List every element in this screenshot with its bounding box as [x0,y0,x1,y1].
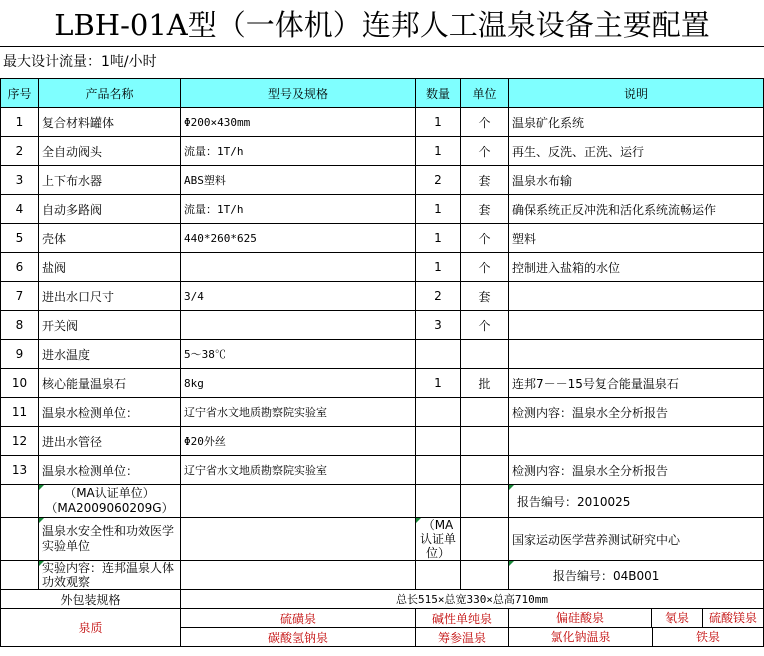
row-spec: Φ20外丝 [181,427,416,456]
row-unit: 套 [461,195,509,224]
package-label: 外包装规格 [1,590,181,609]
row-unit: 套 [461,282,509,311]
row-qty: 1 [416,369,461,398]
spring-type: 偏硅酸泉 [509,609,652,627]
row-no: 4 [1,195,39,224]
package-value: 总长515×总宽330×总高710mm [181,590,764,609]
row-unit: 套 [461,166,509,195]
lab-name: 温泉水安全性和功效医学实验单位 [39,518,181,561]
spring-type: 硫磺泉 [181,609,416,628]
row-note [509,282,764,311]
row-unit: 个 [461,253,509,282]
ma-unit-2: （MA认证单位） [416,518,461,561]
header-note: 说明 [509,79,764,108]
spring-type: 碱性单纯泉 [416,609,509,628]
row-note: 塑料 [509,224,764,253]
row-no: 9 [1,340,39,369]
row-qty [416,427,461,456]
spring-type: 碳酸氢钠泉 [181,628,416,647]
row-unit: 个 [461,224,509,253]
ma-unit-1: （MA认证单位）（MA2009060209G） [39,485,181,518]
row-note: 检测内容：温泉水全分析报告 [509,456,764,485]
row-spec: 辽宁省水文地质勘察院实验室 [181,398,416,427]
config-table [0,78,764,647]
row-unit [461,398,509,427]
row-qty: 1 [416,253,461,282]
row-spec: Φ200×430mm [181,108,416,137]
row-no: 11 [1,398,39,427]
row-name: 温泉水检测单位： [39,456,181,485]
header-no: 序号 [1,79,39,108]
row-no: 13 [1,456,39,485]
header-unit: 单位 [461,79,509,108]
row-name: 壳体 [39,224,181,253]
row-no: 3 [1,166,39,195]
header-name: 产品名称 [39,79,181,108]
row-qty [416,456,461,485]
row-note: 温泉矿化系统 [509,108,764,137]
package-row [1,590,764,609]
max-flow-label: 最大设计流量：1吨/小时 [3,54,157,70]
row-unit: 个 [461,311,509,340]
row-unit [461,340,509,369]
row-spec: 440*260*625 [181,224,416,253]
row-note: 控制进入盐箱的水位 [509,253,764,282]
table-row [1,195,764,224]
spring-row-1 [1,609,764,628]
row-name: 进出水口尺寸 [39,282,181,311]
spring-type: 硫酸镁泉 [708,611,757,625]
spring-type: 铁泉 [695,630,720,644]
row-note: 温泉水布输 [509,166,764,195]
table-row [1,137,764,166]
test-content: 实验内容：连邦温泉人体功效观察 [39,561,181,590]
row-qty [416,398,461,427]
row-name: 进水温度 [39,340,181,369]
spring-cell-group-2 [509,628,764,647]
spring-type: 筹参温泉 [416,628,509,647]
table-row [1,369,764,398]
table-row [1,224,764,253]
row-note [509,340,764,369]
row-unit: 个 [461,108,509,137]
report-no-2: 报告编号：04B001 [509,561,764,590]
row-no: 2 [1,137,39,166]
table-row [1,282,764,311]
header-spec: 型号及规格 [181,79,416,108]
row-qty: 1 [416,108,461,137]
row-unit: 个 [461,137,509,166]
table-body [1,108,764,647]
test-row [1,561,764,590]
row-qty: 1 [416,195,461,224]
row-note: 检测内容：温泉水全分析报告 [509,398,764,427]
row-spec: 8kg [181,369,416,398]
row-no: 7 [1,282,39,311]
row-note: 再生、反洗、正洗、运行 [509,137,764,166]
row-spec: 流量：1T/h [181,137,416,166]
ma-unit-row [1,485,764,518]
header-row [1,79,764,108]
spring-type: 氡泉 [652,609,703,627]
spring-type: 氯化钠温泉 [509,628,653,646]
row-unit [461,427,509,456]
row-unit: 批 [461,369,509,398]
row-no: 1 [1,108,39,137]
row-spec [181,253,416,282]
table-row [1,253,764,282]
row-name: 进出水管径 [39,427,181,456]
table-row [1,311,764,340]
row-note: 确保系统正反冲洗和活化系统流畅运作 [509,195,764,224]
row-qty: 1 [416,224,461,253]
table-row [1,166,764,195]
row-note: 连邦7－－15号复合能量温泉石 [509,369,764,398]
row-spec: ABS塑料 [181,166,416,195]
row-name: 温泉水检测单位： [39,398,181,427]
lab-row [1,518,764,561]
header-qty: 数量 [416,79,461,108]
table-row [1,427,764,456]
row-qty: 2 [416,166,461,195]
spring-cell-group [509,609,764,628]
row-note [509,427,764,456]
row-qty: 3 [416,311,461,340]
row-spec: 辽宁省水文地质勘察院实验室 [181,456,416,485]
row-spec: 流量：1T/h [181,195,416,224]
row-unit [461,456,509,485]
row-qty: 1 [416,137,461,166]
row-note [509,311,764,340]
table-row [1,340,764,369]
row-no: 8 [1,311,39,340]
row-qty: 2 [416,282,461,311]
page-title: LBH-01A型（一体机）连邦人工温泉设备主要配置 [0,0,764,47]
row-name: 盐阀 [39,253,181,282]
row-spec [181,311,416,340]
row-name: 复合材料罐体 [39,108,181,137]
row-no: 5 [1,224,39,253]
lab-org: 国家运动医学营养测试研究中心 [509,518,764,561]
row-no: 10 [1,369,39,398]
row-spec: 5～38℃ [181,340,416,369]
row-no: 12 [1,427,39,456]
row-name: 自动多路阀 [39,195,181,224]
row-name: 开关阀 [39,311,181,340]
row-name: 核心能量温泉石 [39,369,181,398]
table-row [1,398,764,427]
table-row [1,456,764,485]
row-no: 6 [1,253,39,282]
report-no-1: 报告编号：2010025 [509,485,764,518]
row-qty [416,340,461,369]
row-name: 全自动阀头 [39,137,181,166]
spring-label: 泉质 [1,609,181,647]
row-spec: 3/4 [181,282,416,311]
row-name: 上下布水器 [39,166,181,195]
table-row [1,108,764,137]
